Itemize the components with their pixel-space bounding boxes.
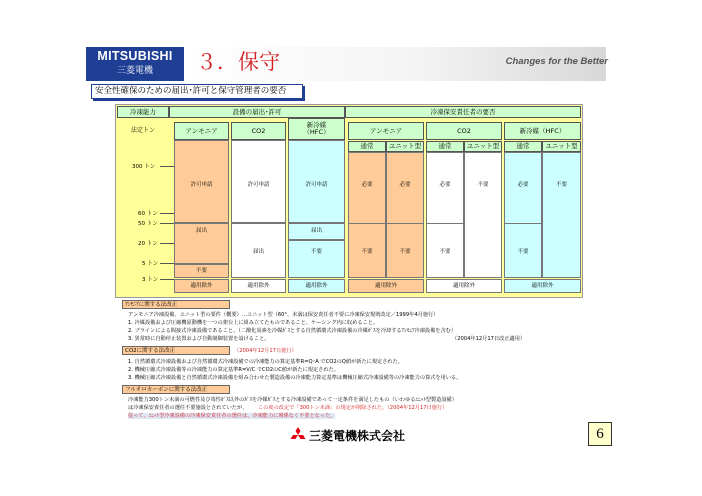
- hfc-fuyo-cell: [288, 240, 345, 278]
- ammonia-note-line-2: 2. ブラインによる間接式冷凍設備であること。（二酸化炭素を冷媒ｶﾞｽとする自然循環式冷凍設備の冷媒ｶﾞｽを冷却するｱﾝﾓﾆｱ冷凍設備を含む）: [128, 328, 457, 334]
- ammonia-note-line-3: 3. 異常時に自動停止装置および自動制御装置を設けること。: [128, 336, 270, 342]
- ammonia-note-line-1: 1. 冷媒設備および圧縮機原動機を一つの架台上に組み立てたものであること、ケーシング内に収めること。: [128, 320, 379, 326]
- page-number: 6: [588, 422, 612, 446]
- fluoro-note-line-2: この度の改定で「300トン未満」の規定が削除された。（2004年12月17日施行）: [258, 405, 448, 411]
- co2-note-heading: CO2に関する法改正: [122, 346, 230, 355]
- hfc-exempt-text-2: 適用除外: [531, 283, 554, 289]
- sub-unit-hfc: ユニット型: [542, 141, 581, 152]
- group2-header: 冷凍保安責任者の要否: [345, 106, 581, 118]
- tick-line-50: [160, 223, 174, 224]
- sub-unit-ammonia: ユニット型: [386, 141, 424, 152]
- hfc-fuyo-text: 不要: [310, 249, 322, 255]
- tick-50: 50 トン: [138, 221, 158, 227]
- footer-company-logo: [290, 426, 420, 444]
- ammonia-note-line-0: アンモニア冷凍設備、ユニット型の要件（概要）…ユニット型（60°、未満は保安責任者不要に冷凍保安規則改定／1999年4月施行）: [128, 312, 439, 318]
- co2-note-line-2: 3. 機械圧縮式冷凍設備と自然循環式冷凍設備を組み合わせた製造設備の冷凍能力算定基準は機械圧縮式冷凍設備等の冷凍能力の算式を用いる。: [128, 375, 462, 381]
- group1-header: 設備の届出･許可: [169, 106, 345, 118]
- fluoro-note-line-1: は冷凍保安責任者の選任不要施設とされていたが、: [128, 405, 248, 411]
- ammonia-normal-fuyo: 不要: [361, 249, 373, 255]
- ammonia-exempt-text: 適用除外: [190, 283, 213, 289]
- ammonia-normal-hitsuyo: 必要: [361, 182, 373, 188]
- ammonia-note-date: （2004年12月17日改正適用）: [452, 336, 526, 342]
- col-hfc-2: 新冷媒（HFC）: [504, 122, 581, 140]
- col-co2-2: CO2: [426, 122, 502, 140]
- hfc-divider: [504, 223, 542, 224]
- page-title: ３．保守: [196, 50, 280, 74]
- co2-note-line-1: 2. 機械圧縮式冷凍設備等の冷凍能力の算定基準R=V/C でCO2のC値が新たに規定された。: [128, 367, 339, 373]
- mitsubishi-logo: [86, 47, 184, 81]
- tick-3: 3 トン: [142, 277, 159, 283]
- ammonia-note-heading: ｱﾝﾓﾆｱに関する法改正: [122, 300, 230, 309]
- co2-exempt-text: 適用除外: [247, 283, 270, 289]
- logo-line2: 三菱電機: [116, 66, 153, 76]
- tick-60: 60 トン: [138, 211, 158, 217]
- co2-unit-cell: [464, 152, 502, 278]
- mitsubishi-three-diamonds-icon: [290, 427, 306, 443]
- ammonia-kyoka-text: 許可申請: [190, 182, 213, 188]
- ammonia-unit-hitsuyo: 必要: [399, 182, 411, 188]
- footer-company-name: 三菱電機株式会社: [309, 428, 406, 443]
- hfc-normal-fuyo: 不要: [517, 249, 529, 255]
- hfc-normal-hitsuyo: 必要: [517, 182, 529, 188]
- tick-5: 5 トン: [142, 261, 159, 267]
- section-subtitle: 安全性確保のための届出･許可と保守管理者の要否: [91, 84, 303, 99]
- ammonia-normal-cell: [348, 152, 386, 278]
- tick-20: 20 トン: [138, 241, 158, 247]
- fluoro-note-heading: フルオロカーボンに関する法改正: [122, 385, 230, 394]
- tick-line-300: [160, 166, 174, 167]
- col-co2-1: CO2: [231, 122, 286, 140]
- hfc-kyoka-text: 許可申請: [305, 182, 328, 188]
- ammonia-fuyo-text: 不要: [195, 268, 207, 274]
- hfc-unit-cell: [542, 152, 581, 278]
- co2-kyoka-text: 許可申請: [247, 182, 270, 188]
- co2-divider: [426, 223, 464, 224]
- co2-exempt-text-2: 適用除外: [452, 283, 475, 289]
- ammonia-exempt-text-2: 適用除外: [374, 283, 397, 289]
- ammonia-unit-cell: [386, 152, 424, 278]
- hfc-unit-fuyo: 不要: [555, 182, 567, 188]
- tick-300: 300 トン: [132, 164, 156, 170]
- tick-line-3: [160, 279, 174, 280]
- col-ammonia-1: アンモニア: [174, 122, 229, 140]
- sub-unit-co2: ユニット型: [464, 141, 502, 152]
- sub-normal-co2: 通常: [426, 141, 464, 152]
- fluoro-note-line-3: 従って、ﾕﾆｯﾄ型冷凍設備の冷凍保安責任者の選任は、冷凍能力に関係なく不要となった。: [128, 413, 336, 419]
- fluoro-note-line-0: 冷凍能力300トン未満の可燃性及び毒性ｶﾞｽ以外のｶﾞｽを冷媒ｶﾞｽとする冷凍設備であって一定条件を満足したもの（いわゆるﾕﾆｯﾄ型製造設備）: [128, 397, 457, 403]
- tick-line-60: [160, 213, 174, 214]
- hfc-normal-cell: [504, 152, 542, 278]
- co2-normal-fuyo: 不要: [439, 249, 451, 255]
- col-hfc-1: 新冷媒 （HFC）: [288, 118, 345, 140]
- co2-todokede-text: 届出: [252, 249, 264, 255]
- col-ammonia-2: アンモニア: [348, 122, 424, 140]
- co2-note-line-0: 1. 自然循環式冷凍設備および自然循環式冷凍設備での冷凍能力の算定基準R=Q･A でCO2のQ値が新たに規定された。: [128, 359, 403, 365]
- hfc-exempt-text: 適用除外: [305, 283, 328, 289]
- co2-unit-fuyo: 不要: [477, 182, 489, 188]
- co2-note-date: （2004年12月17日施行）: [234, 348, 297, 354]
- corner-unit: 法定トン: [130, 126, 155, 134]
- logo-line1: MITSUBISHI: [97, 49, 173, 63]
- ammonia-todokede-text: 届出: [195, 228, 207, 234]
- ammonia-unit-fuyo: 不要: [399, 249, 411, 255]
- ammonia-divider: [348, 223, 424, 224]
- co2-normal-cell: [426, 152, 464, 278]
- tagline: Changes for the Better: [505, 56, 608, 67]
- sub-normal-ammonia: 通常: [348, 141, 386, 152]
- hfc-todokede-text: 届出: [310, 228, 322, 234]
- co2-normal-hitsuyo: 必要: [439, 182, 451, 188]
- tick-line-20: [160, 243, 174, 244]
- corner-title: 冷凍能力: [117, 106, 169, 118]
- sub-normal-hfc: 通常: [504, 141, 542, 152]
- tick-line-5: [160, 263, 174, 264]
